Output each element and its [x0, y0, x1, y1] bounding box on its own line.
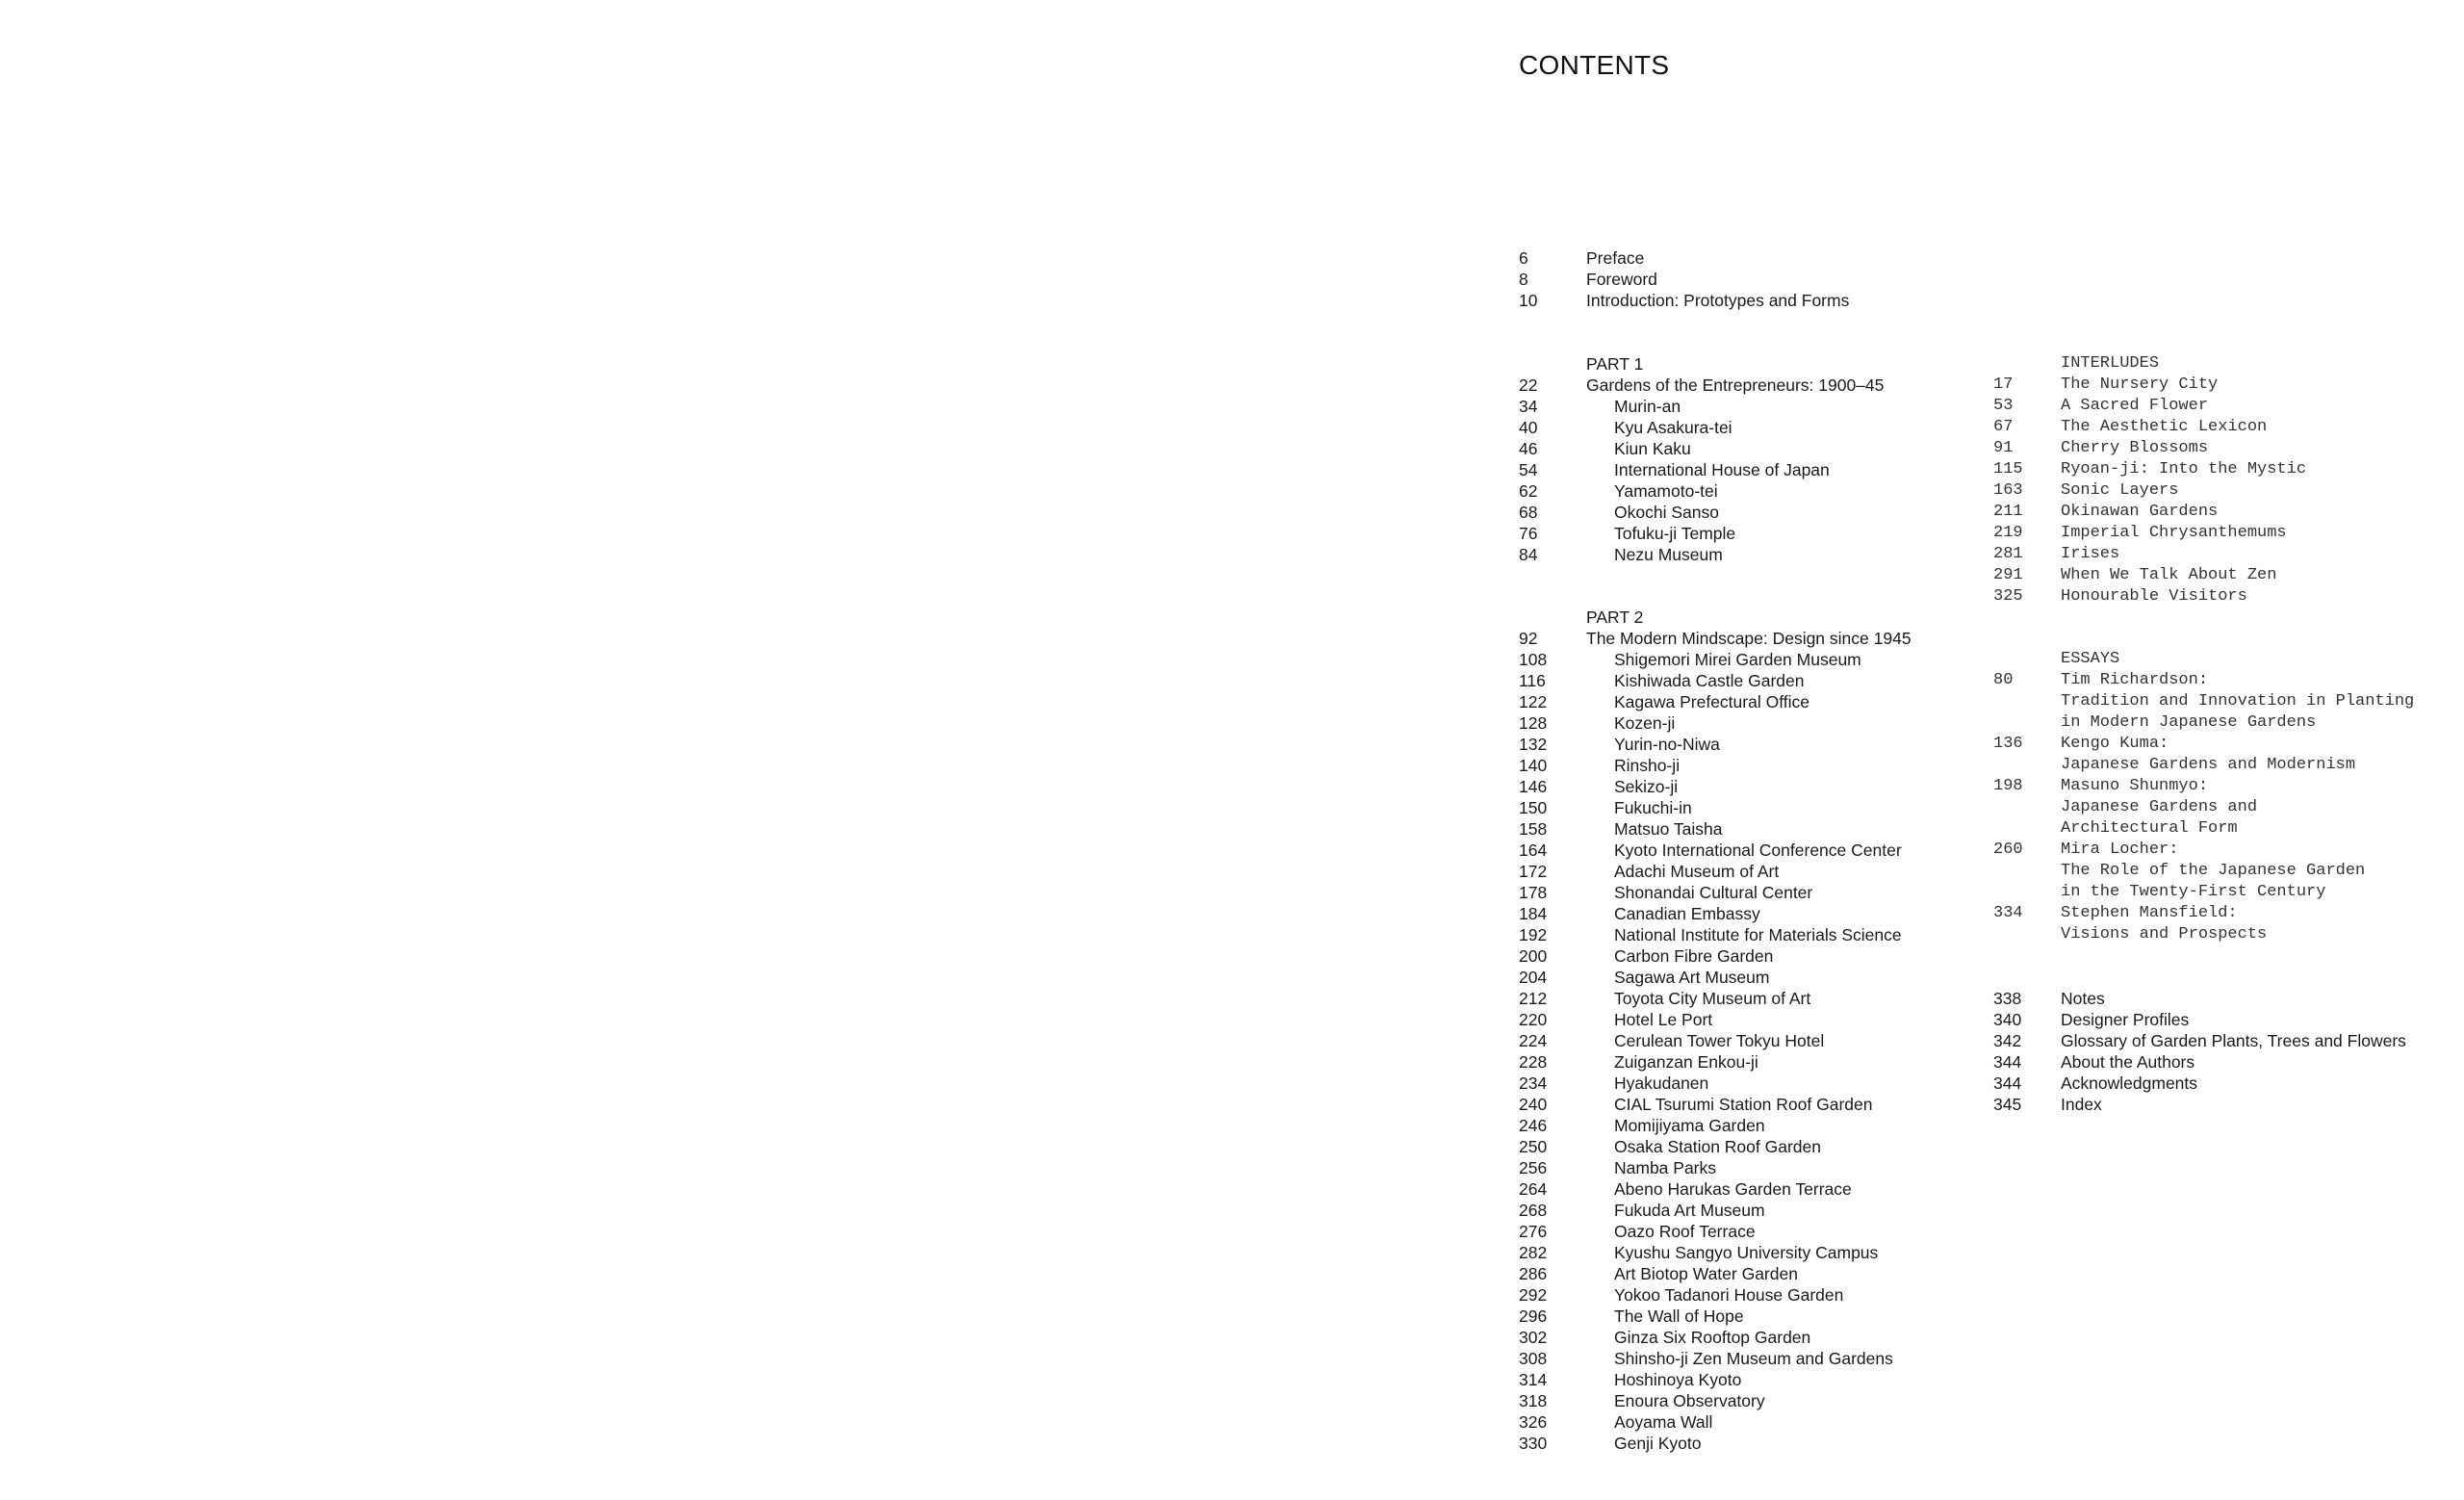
- page-number: 158: [1519, 819, 1548, 839]
- section-label: [0, 353, 2464, 375]
- toc-entry: [0, 1369, 2464, 1390]
- entry-title: Gardens of the Entrepreneurs: 1900–45: [1586, 375, 1885, 395]
- entry-title: PART 1: [1586, 354, 1644, 374]
- toc-entry: [0, 670, 2464, 691]
- toc-entry: [0, 1178, 2464, 1200]
- entry-title: Genji Kyoto: [1614, 1434, 1702, 1453]
- entry-title: The Aesthetic Lexicon: [2061, 418, 2268, 436]
- entry-title: Murin-an: [1614, 397, 1681, 416]
- toc-entry: [0, 1200, 2464, 1221]
- page-number: 282: [1519, 1243, 1548, 1262]
- page-number: 326: [1519, 1412, 1548, 1432]
- entry-title: Kishiwada Castle Garden: [1614, 671, 1805, 690]
- toc-entry: [0, 712, 2464, 734]
- page-number: 330: [1519, 1434, 1548, 1453]
- page-number: 344: [1993, 1052, 2022, 1072]
- entry-title: Japanese Gardens and Modernism: [2061, 756, 2356, 774]
- entry-title: Enoura Observatory: [1614, 1391, 1765, 1410]
- page-number: 128: [1519, 713, 1548, 733]
- toc-entry: [0, 1073, 2464, 1094]
- toc-entry: [0, 417, 2464, 438]
- page-number: 276: [1519, 1222, 1548, 1241]
- page-number: 84: [1519, 545, 1538, 564]
- entry-title: in the Twenty-First Century: [2061, 883, 2326, 901]
- entry-title: PART 2: [1586, 608, 1644, 627]
- entry-title: Masuno Shunmyo:: [2061, 777, 2209, 795]
- page-number: 150: [1519, 798, 1548, 817]
- page-number: 260: [1993, 841, 2023, 859]
- toc-entry: [0, 818, 2464, 840]
- page-number: 76: [1519, 524, 1538, 543]
- entry-title: Kagawa Prefectural Office: [1614, 692, 1810, 711]
- entry-title: A Sacred Flower: [2061, 397, 2209, 415]
- toc-entry: [0, 1390, 2464, 1411]
- page-number: 340: [1993, 1010, 2022, 1029]
- entry-title: CIAL Tsurumi Station Roof Garden: [1614, 1095, 1873, 1114]
- toc-entry: [0, 502, 2464, 523]
- entry-title: Toyota City Museum of Art: [1614, 989, 1811, 1008]
- toc-entry: [0, 247, 2464, 269]
- page-number: 40: [1519, 418, 1538, 437]
- page-number: 291: [1993, 566, 2023, 584]
- toc-entry: [0, 1136, 2464, 1157]
- entry-title: Sagawa Art Museum: [1614, 968, 1770, 987]
- entry-title: Okochi Sanso: [1614, 503, 1719, 522]
- entry-title: Visions and Prospects: [2061, 925, 2268, 944]
- page-number: 342: [1993, 1031, 2022, 1050]
- page-number: 10: [1519, 291, 1538, 310]
- page-number: 80: [1993, 671, 2014, 689]
- page-number: 219: [1993, 524, 2023, 542]
- entry-title: Matsuo Taisha: [1614, 819, 1723, 839]
- toc-entry: [0, 1051, 2464, 1073]
- toc-entry: [0, 755, 2464, 776]
- toc-entry: [0, 945, 2464, 967]
- page-number: 178: [1519, 883, 1548, 902]
- page-number: 116: [1519, 671, 1546, 690]
- toc-entry: [0, 903, 2464, 924]
- page-number: 296: [1519, 1306, 1548, 1326]
- entry-title: Yamamoto-tei: [1614, 481, 1718, 501]
- entry-title: The Modern Mindscape: Design since 1945: [1586, 629, 1912, 648]
- toc-entry: [0, 1030, 2464, 1051]
- page-number: 192: [1519, 925, 1548, 944]
- toc-entry: [0, 586, 2464, 608]
- entry-title: Architectural Form: [2061, 819, 2238, 838]
- page-number: 234: [1519, 1073, 1548, 1093]
- page-number: 204: [1519, 968, 1548, 987]
- entry-title: Index: [2061, 1095, 2102, 1114]
- page-title: CONTENTS: [1519, 50, 1670, 80]
- toc-entry: [0, 840, 2464, 861]
- page-number: 268: [1519, 1201, 1548, 1220]
- toc-entry: [0, 797, 2464, 818]
- entry-title: Sonic Layers: [2061, 481, 2179, 500]
- entry-title: The Nursery City: [2061, 375, 2219, 394]
- page-number: 8: [1519, 270, 1528, 289]
- entry-title: National Institute for Materials Science: [1614, 925, 1902, 944]
- entry-title: Namba Parks: [1614, 1158, 1717, 1177]
- toc-entry: [0, 459, 2464, 480]
- page-number: 302: [1519, 1328, 1548, 1347]
- entry-title: Tofuku-ji Temple: [1614, 524, 1736, 543]
- page-number: 224: [1519, 1031, 1548, 1050]
- toc-entry: [0, 882, 2464, 903]
- entry-title: Cherry Blossoms: [2061, 439, 2209, 457]
- toc-entry: [0, 565, 2464, 586]
- entry-title: When We Talk About Zen: [2061, 566, 2277, 584]
- page-number: 198: [1993, 777, 2023, 795]
- entry-title: Aoyama Wall: [1614, 1412, 1713, 1432]
- entry-title: Mira Locher:: [2061, 841, 2179, 859]
- page-number: 228: [1519, 1052, 1548, 1072]
- toc-entry: [0, 523, 2464, 544]
- entry-title: Fukuda Art Museum: [1614, 1201, 1765, 1220]
- toc-entry: [0, 1433, 2464, 1454]
- entry-title: Hyakudanen: [1614, 1073, 1709, 1093]
- toc-entry: [0, 269, 2464, 290]
- page-number: 338: [1993, 989, 2022, 1008]
- entry-title: Yurin-no-Niwa: [1614, 735, 1720, 754]
- toc-entry: [0, 1306, 2464, 1327]
- toc-entry: [0, 1242, 2464, 1263]
- entry-title: Shonandai Cultural Center: [1614, 883, 1813, 902]
- toc-entry: [0, 1157, 2464, 1178]
- page-number: 281: [1993, 545, 2023, 563]
- entry-title: Glossary of Garden Plants, Trees and Flowers: [2061, 1031, 2406, 1050]
- entry-title: Adachi Museum of Art: [1614, 862, 1780, 881]
- page-number: 220: [1519, 1010, 1548, 1029]
- toc-entry: [0, 396, 2464, 417]
- page-number: 163: [1993, 481, 2023, 500]
- toc-entry: [0, 1094, 2464, 1115]
- page-number: 122: [1519, 692, 1548, 711]
- page-number: 172: [1519, 862, 1548, 881]
- toc-entry: [0, 375, 2464, 396]
- page-number: 132: [1519, 735, 1548, 754]
- page-number: 22: [1519, 375, 1538, 395]
- entry-title: Art Biotop Water Garden: [1614, 1264, 1798, 1283]
- part-heading: [0, 628, 2464, 649]
- entry-title: Ryoan-ji: Into the Mystic: [2061, 460, 2307, 478]
- part-label: [0, 607, 2464, 628]
- page-number: 200: [1519, 946, 1548, 966]
- section-label: [0, 649, 2464, 670]
- page-number: 92: [1519, 629, 1538, 648]
- entry-title: Shinsho-ji Zen Museum and Gardens: [1614, 1349, 1893, 1368]
- toc-entry: [0, 1221, 2464, 1242]
- entry-title: Kyoto International Conference Center: [1614, 841, 1902, 860]
- page-number: 314: [1519, 1370, 1548, 1389]
- page-number: 67: [1993, 418, 2014, 436]
- entry-title: Irises: [2061, 545, 2120, 563]
- page-number: 308: [1519, 1349, 1548, 1368]
- entry-title: Notes: [2061, 989, 2105, 1008]
- entry-title: Zuiganzan Enkou-ji: [1614, 1052, 1758, 1072]
- page-number: 6: [1519, 248, 1528, 268]
- entry-title: Cerulean Tower Tokyu Hotel: [1614, 1031, 1825, 1050]
- page-number: 115: [1993, 460, 2023, 478]
- page-number: 184: [1519, 904, 1548, 923]
- page-number: 17: [1993, 375, 2014, 394]
- entry-title: Ginza Six Rooftop Garden: [1614, 1328, 1811, 1347]
- entry-title: Kozen-ji: [1614, 713, 1676, 733]
- entry-title: INTERLUDES: [2061, 354, 2160, 373]
- entry-title: Kiun Kaku: [1614, 439, 1691, 458]
- entry-title: Sekizo-ji: [1614, 777, 1679, 796]
- entry-title: Canadian Embassy: [1614, 904, 1760, 923]
- page-number: 108: [1519, 650, 1548, 669]
- entry-title: Honourable Visitors: [2061, 587, 2247, 606]
- toc-entry: [0, 1009, 2464, 1030]
- entry-title: Kengo Kuma:: [2061, 735, 2169, 753]
- toc-entry: [0, 1348, 2464, 1369]
- entry-title: Yokoo Tadanori House Garden: [1614, 1285, 1844, 1305]
- page-number: 53: [1993, 397, 2014, 415]
- toc-entry: [0, 861, 2464, 882]
- entry-title: Osaka Station Roof Garden: [1614, 1137, 1821, 1156]
- toc-entry: [0, 924, 2464, 945]
- entry-title: Preface: [1586, 248, 1645, 268]
- page-number: 62: [1519, 481, 1538, 501]
- toc-entry: [0, 480, 2464, 502]
- toc-entry: [0, 988, 2464, 1009]
- page-number: 54: [1519, 460, 1538, 479]
- page-number: 344: [1993, 1073, 2022, 1093]
- page-number: 334: [1993, 904, 2023, 922]
- toc-entry: [0, 1327, 2464, 1348]
- toc-entry: [0, 691, 2464, 712]
- toc-entry: [0, 776, 2464, 797]
- page-number: 318: [1519, 1391, 1548, 1410]
- entry-title: Fukuchi-in: [1614, 798, 1692, 817]
- entry-title: Hotel Le Port: [1614, 1010, 1713, 1029]
- entry-title: Introduction: Prototypes and Forms: [1586, 291, 1850, 310]
- page-number: 146: [1519, 777, 1548, 796]
- toc-entry: [0, 734, 2464, 755]
- toc-entry: [0, 1284, 2464, 1306]
- entry-title: Hoshinoya Kyoto: [1614, 1370, 1742, 1389]
- page-number: 286: [1519, 1264, 1548, 1283]
- page-number: 240: [1519, 1095, 1548, 1114]
- entry-title: Foreword: [1586, 270, 1657, 289]
- entry-title: Japanese Gardens and: [2061, 798, 2258, 816]
- entry-title: Acknowledgments: [2061, 1073, 2198, 1093]
- entry-title: Tim Richardson:: [2061, 671, 2209, 689]
- page-number: 264: [1519, 1179, 1548, 1199]
- page-number: 212: [1519, 989, 1548, 1008]
- page-number: 325: [1993, 587, 2023, 606]
- entry-title: The Role of the Japanese Garden: [2061, 862, 2366, 880]
- page-number: 140: [1519, 756, 1548, 775]
- page-number: 211: [1993, 503, 2023, 521]
- entry-title: Designer Profiles: [2061, 1010, 2190, 1029]
- page-number: 46: [1519, 439, 1538, 458]
- entry-title: Tradition and Innovation in Planting: [2061, 692, 2415, 711]
- toc-entry: [0, 544, 2464, 565]
- toc-entry: [0, 438, 2464, 459]
- page-number: 246: [1519, 1116, 1548, 1135]
- page-number: 250: [1519, 1137, 1548, 1156]
- entry-title: Kyushu Sangyo University Campus: [1614, 1243, 1879, 1262]
- page-number: 34: [1519, 397, 1538, 416]
- entry-title: International House of Japan: [1614, 460, 1830, 479]
- entry-title: ESSAYS: [2061, 650, 2120, 668]
- entry-title: Shigemori Mirei Garden Museum: [1614, 650, 1861, 669]
- entry-title: Nezu Museum: [1614, 545, 1723, 564]
- entry-title: Okinawan Gardens: [2061, 503, 2219, 521]
- toc-entry: [0, 1263, 2464, 1284]
- page-number: 292: [1519, 1285, 1548, 1305]
- entry-title: Rinsho-ji: [1614, 756, 1681, 775]
- page-number: 345: [1993, 1095, 2022, 1114]
- entry-title: About the Authors: [2061, 1052, 2195, 1072]
- entry-title: Kyu Asakura-tei: [1614, 418, 1732, 437]
- toc-entry: [0, 290, 2464, 311]
- entry-title: Carbon Fibre Garden: [1614, 946, 1774, 966]
- toc-entry: [0, 967, 2464, 988]
- entry-title: Abeno Harukas Garden Terrace: [1614, 1179, 1852, 1199]
- entry-title: Stephen Mansfield:: [2061, 904, 2238, 922]
- page-number: 164: [1519, 841, 1548, 860]
- entry-title: Momijiyama Garden: [1614, 1116, 1765, 1135]
- entry-title: The Wall of Hope: [1614, 1306, 1744, 1326]
- entry-title: in Modern Japanese Gardens: [2061, 713, 2317, 732]
- page-number: 256: [1519, 1158, 1548, 1177]
- page-number: 136: [1993, 735, 2023, 753]
- toc-entry: [0, 1411, 2464, 1433]
- page-number: 68: [1519, 503, 1538, 522]
- entry-title: Oazo Roof Terrace: [1614, 1222, 1756, 1241]
- page-number: 91: [1993, 439, 2014, 457]
- toc-entry: [0, 1115, 2464, 1136]
- entry-title: Imperial Chrysanthemums: [2061, 524, 2287, 542]
